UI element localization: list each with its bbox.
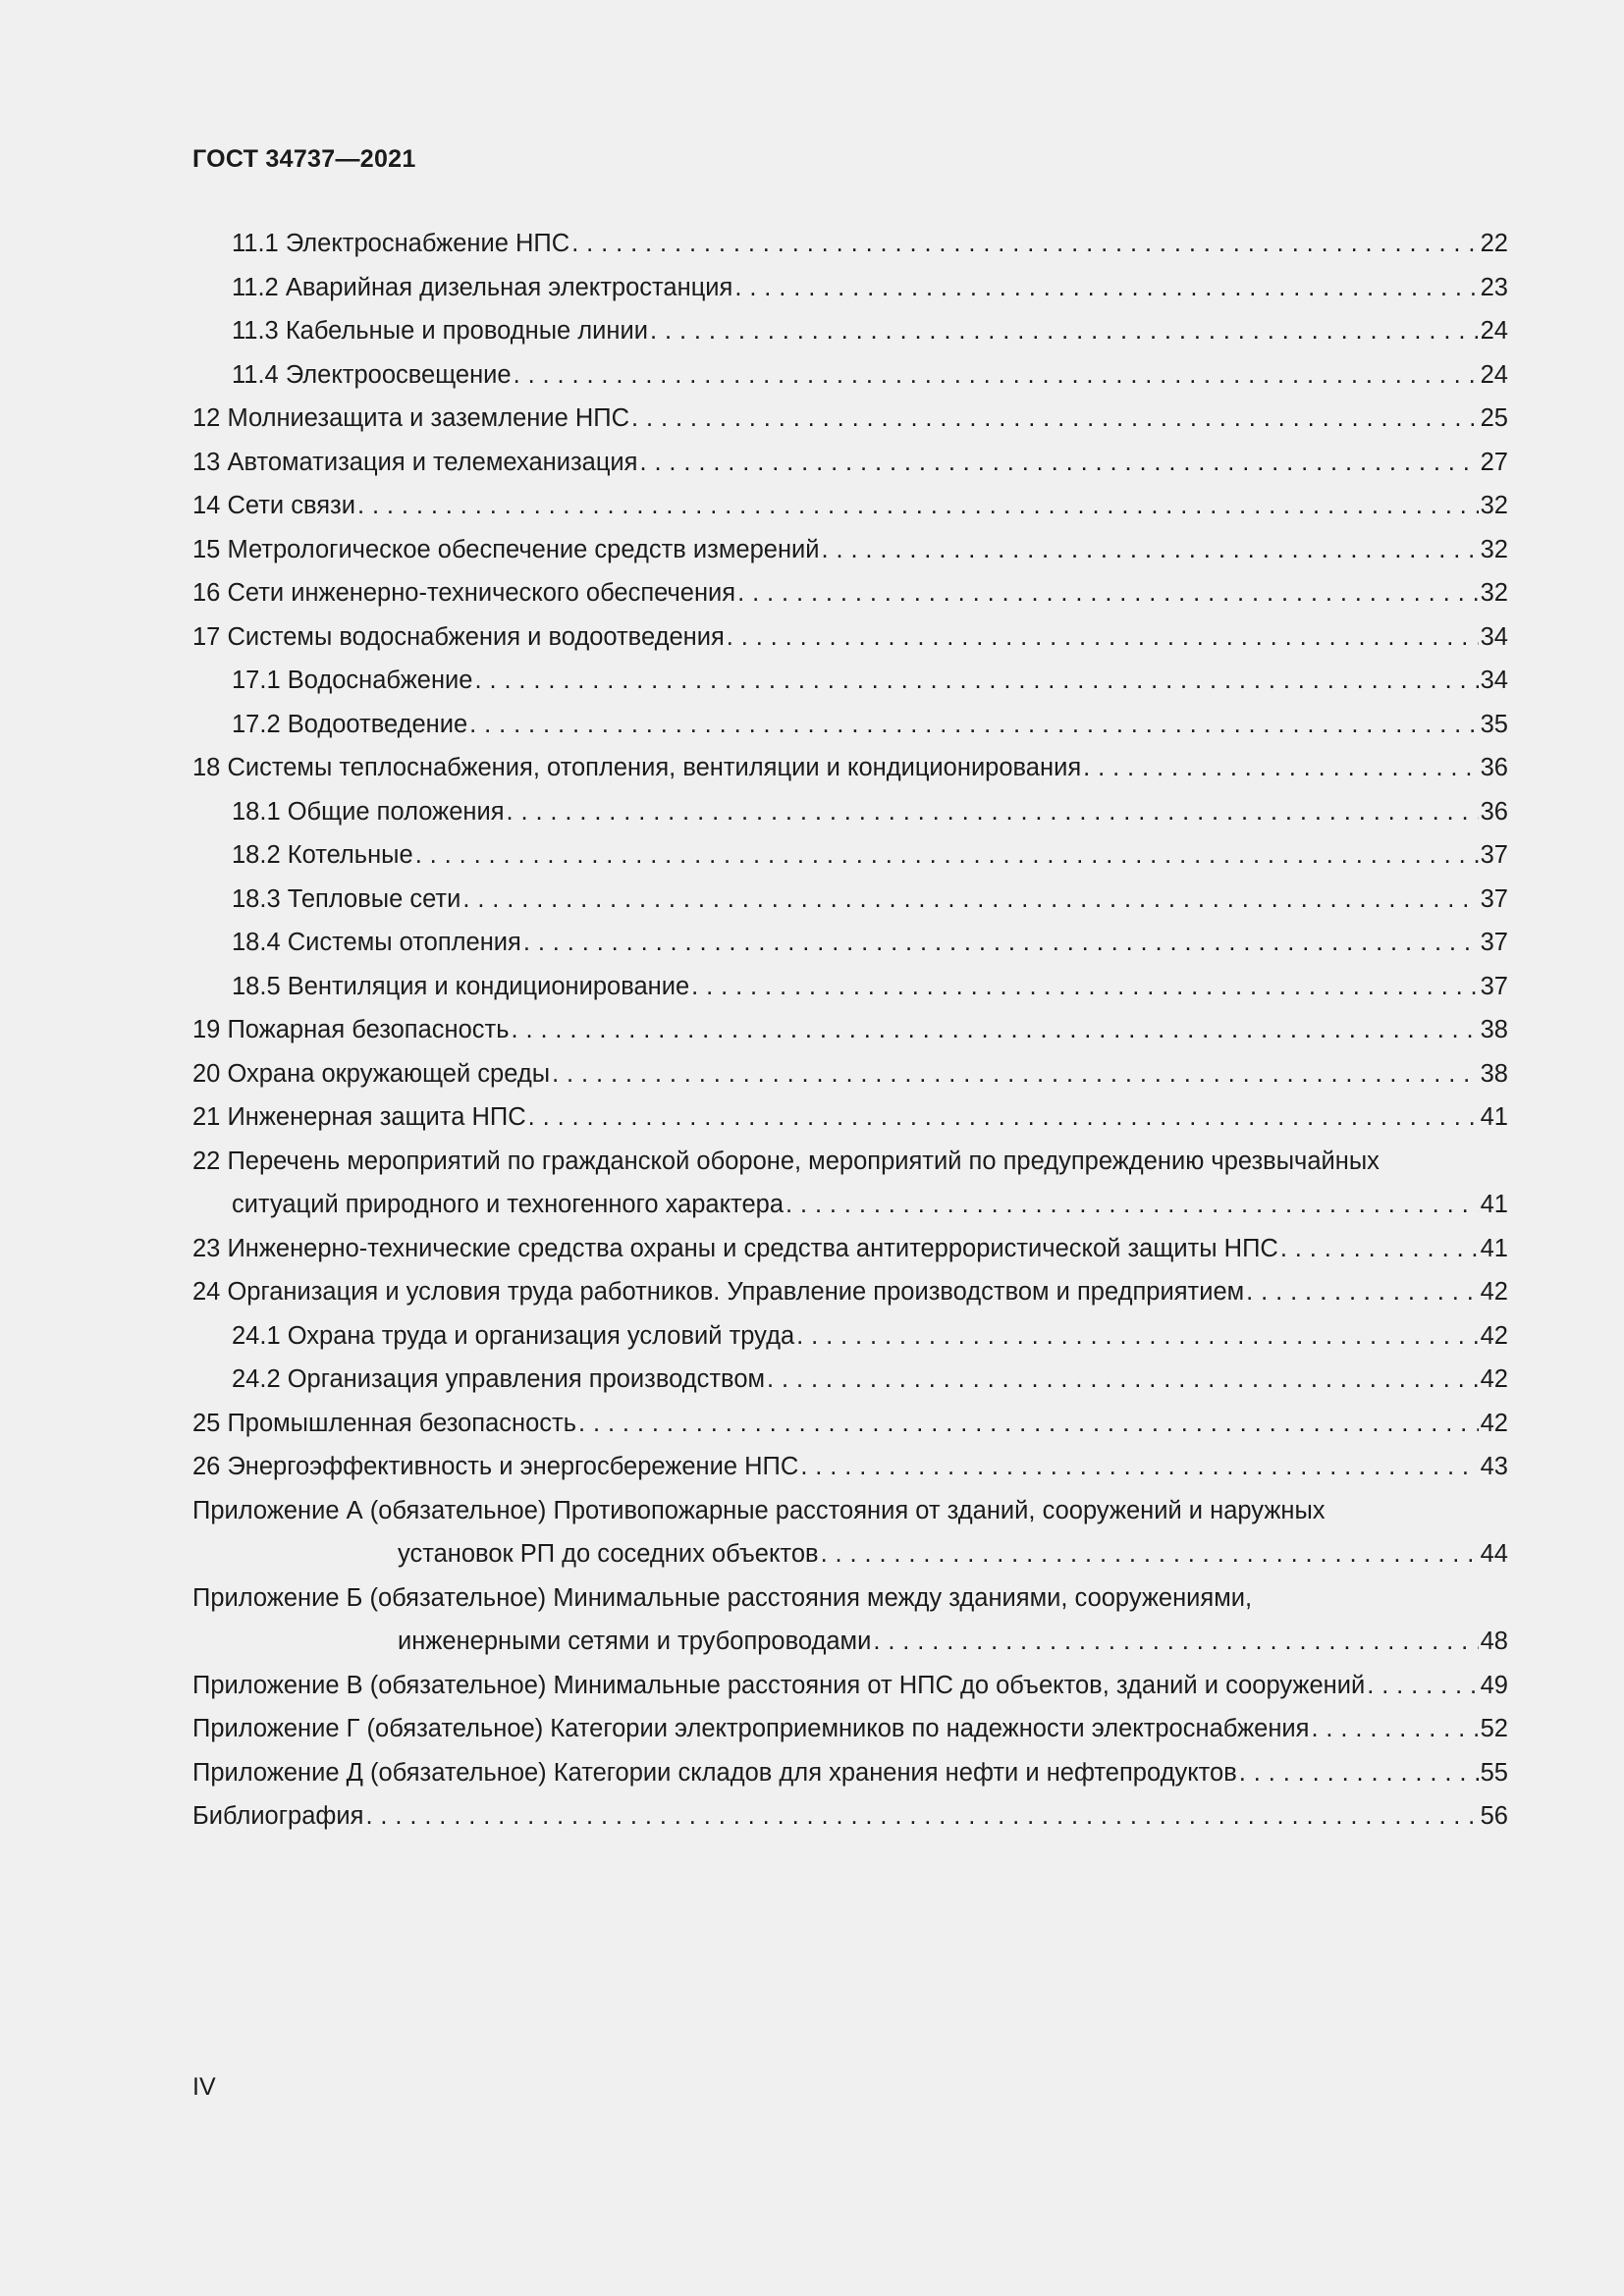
toc-entry-title: 16 Сети инженерно-технического обеспечения [192, 579, 736, 607]
dot-leader [873, 1620, 1478, 1664]
toc-page-number: 24 [1480, 317, 1508, 345]
toc-page-number: 38 [1480, 1059, 1508, 1088]
toc-entry[interactable] [192, 1314, 1508, 1359]
toc-entry-title: 21 Инженерная защита НПС [192, 1103, 526, 1131]
toc-page-number: 48 [1480, 1628, 1508, 1655]
dot-leader [800, 1445, 1478, 1489]
toc-entry-title: 26 Энергоэффективность и энергосбережение НПС [192, 1453, 799, 1480]
dot-leader [734, 266, 1478, 310]
document-header: ГОСТ 34737—2021 [192, 145, 416, 173]
toc-entry[interactable] [192, 222, 1508, 266]
dot-leader [528, 1095, 1479, 1140]
toc-entry[interactable] [192, 528, 1508, 572]
toc-entry-title: 24 Организация и условия труда работников. Управление производством и предприятием [192, 1278, 1245, 1306]
page-number: IV [192, 2073, 216, 2101]
toc-entry[interactable] [192, 266, 1508, 310]
dot-leader [469, 703, 1478, 747]
toc-entry[interactable] [192, 659, 1508, 703]
toc-entry-title: 18.1 Общие положения [232, 797, 505, 826]
toc-page-number: 27 [1480, 448, 1508, 476]
toc-entry[interactable] [192, 878, 1508, 922]
dot-leader [1311, 1707, 1478, 1751]
toc-page-number: 49 [1480, 1671, 1508, 1699]
toc-entry-title: 17.1 Водоснабжение [232, 667, 473, 694]
dot-leader [1239, 1751, 1479, 1795]
toc-entry[interactable] [192, 1095, 1508, 1140]
toc-entry-title: 19 Пожарная безопасность [192, 1016, 510, 1043]
toc-entry-title: 17.2 Водоотведение [232, 710, 468, 738]
toc-entry-title: 18 Системы теплоснабжения, отопления, вентиляции и кондиционирования [192, 754, 1082, 781]
toc-entry[interactable] [192, 965, 1508, 1009]
dot-leader [1246, 1270, 1478, 1314]
toc-entry-title: 18.2 Котельные [232, 841, 413, 869]
toc-page-number: 32 [1480, 535, 1508, 563]
toc-entry-title: установок РП до соседних объектов [398, 1540, 819, 1568]
dot-leader [737, 571, 1479, 615]
dot-leader [1083, 746, 1478, 790]
dot-leader [571, 222, 1478, 266]
toc-entry[interactable] [192, 746, 1508, 790]
toc-entry-title: ситуаций природного и техногенного характера [232, 1191, 784, 1218]
toc-page-number: 56 [1480, 1802, 1508, 1830]
toc-entry-title: 11.2 Аварийная дизельная электростанция [232, 273, 733, 301]
toc-entry-title: 22 Перечень мероприятий по гражданской обороне, мероприятий по предупреждению чрезвычайных [192, 1147, 1380, 1175]
toc-entry[interactable] [192, 703, 1508, 747]
toc-entry-title: 18.4 Системы отопления [232, 929, 521, 956]
toc-entry[interactable] [192, 1227, 1508, 1271]
toc-page-number: 37 [1480, 884, 1508, 913]
toc-entry[interactable] [192, 1358, 1508, 1402]
toc-entry-title: Приложение Б (обязательное) Минимальные расстояния между зданиями, сооружениями, [192, 1583, 1253, 1612]
toc-entry[interactable] [192, 1489, 1508, 1576]
toc-entry[interactable] [192, 441, 1508, 485]
dot-leader [796, 1314, 1478, 1359]
toc-entry[interactable] [192, 571, 1508, 615]
toc-entry[interactable] [192, 921, 1508, 965]
toc-entry-title: Приложение Д (обязательное) Категории складов для хранения нефти и нефтепродуктов [192, 1758, 1237, 1787]
toc-entry[interactable] [192, 484, 1508, 528]
toc-entry-title: Приложение А (обязательное) Противопожарные расстояния от зданий, сооружений и наружных [192, 1496, 1326, 1524]
dot-leader [512, 1008, 1479, 1052]
toc-entry-title: Библиография [192, 1802, 364, 1830]
toc-entry[interactable] [192, 1751, 1508, 1795]
toc-entry[interactable] [192, 1794, 1508, 1839]
toc-entry[interactable] [192, 1707, 1508, 1751]
toc-entry[interactable] [192, 1576, 1508, 1664]
toc-entry[interactable] [192, 1445, 1508, 1489]
toc-page-number: 44 [1480, 1540, 1508, 1568]
toc-entry-title: 12 Молниезащита и заземление НПС [192, 404, 630, 432]
toc-page-number: 37 [1480, 972, 1508, 1000]
toc-entry[interactable] [192, 1052, 1508, 1096]
dot-leader [365, 1794, 1478, 1839]
toc-entry[interactable] [192, 309, 1508, 353]
toc-entry[interactable] [192, 1140, 1508, 1227]
dot-leader [767, 1358, 1479, 1402]
dot-leader [650, 309, 1479, 353]
toc-entry[interactable] [192, 615, 1508, 660]
toc-entry-title: 13 Автоматизация и телемеханизация [192, 448, 638, 476]
dot-leader [727, 615, 1479, 660]
dot-leader [523, 921, 1479, 965]
toc-entry-title: Приложение В (обязательное) Минимальные расстояния от НПС до объектов, зданий и сооружений [192, 1671, 1366, 1699]
toc-entry-title: 24.1 Охрана труда и организация условий труда [232, 1321, 795, 1350]
dot-leader [578, 1402, 1479, 1446]
toc-page-number: 23 [1480, 273, 1508, 301]
toc-entry-title: 20 Охрана окружающей среды [192, 1059, 551, 1088]
toc-page-number: 42 [1480, 1365, 1508, 1393]
toc-entry-title: 17 Системы водоснабжения и водоотведения [192, 622, 725, 651]
table-of-contents [192, 222, 1508, 1839]
dot-leader [691, 965, 1478, 1009]
toc-page-number: 34 [1480, 667, 1508, 694]
toc-entry[interactable] [192, 353, 1508, 398]
dot-leader [462, 878, 1478, 922]
toc-page-number: 55 [1480, 1758, 1508, 1787]
toc-page-number: 37 [1480, 841, 1508, 869]
dot-leader [475, 659, 1479, 703]
toc-entry[interactable] [192, 1664, 1508, 1708]
toc-page-number: 41 [1480, 1191, 1508, 1218]
dot-leader [357, 484, 1479, 528]
toc-entry-title: 24.2 Организация управления производством [232, 1365, 766, 1393]
toc-page-number: 38 [1480, 1016, 1508, 1043]
toc-entry-title: 23 Инженерно-технические средства охраны и средства антитеррористической защиты НПС [192, 1234, 1278, 1262]
dot-leader [415, 833, 1479, 878]
toc-entry-title: 11.1 Электроснабжение НПС [232, 230, 570, 257]
toc-page-number: 34 [1480, 622, 1508, 651]
toc-page-number: 32 [1480, 579, 1508, 607]
dot-leader [507, 790, 1479, 834]
toc-page-number: 42 [1480, 1409, 1508, 1437]
toc-entry-title: 15 Метрологическое обеспечение средств измерений [192, 535, 820, 563]
toc-entry[interactable] [192, 833, 1508, 878]
toc-page-number: 43 [1480, 1453, 1508, 1480]
toc-entry-title: Приложение Г (обязательное) Категории электроприемников по надежности электроснабжения [192, 1715, 1310, 1742]
toc-page-number: 36 [1480, 797, 1508, 826]
dot-leader [785, 1183, 1479, 1227]
toc-page-number: 42 [1480, 1278, 1508, 1306]
toc-entry-title: 18.5 Вентиляция и кондиционирование [232, 972, 690, 1000]
toc-entry[interactable] [192, 1402, 1508, 1446]
toc-page-number: 52 [1480, 1715, 1508, 1742]
toc-page-number: 41 [1480, 1103, 1508, 1131]
toc-entry-title: 18.3 Тепловые сети [232, 884, 461, 913]
toc-entry-title: 11.3 Кабельные и проводные линии [232, 317, 648, 345]
toc-entry[interactable] [192, 1008, 1508, 1052]
dot-leader [1280, 1227, 1479, 1271]
toc-page-number: 25 [1480, 404, 1508, 432]
toc-page-number: 24 [1480, 360, 1508, 389]
toc-entry-title: 14 Сети связи [192, 492, 355, 519]
toc-entry[interactable] [192, 790, 1508, 834]
toc-page-number: 41 [1480, 1234, 1508, 1262]
toc-page-number: 35 [1480, 710, 1508, 738]
dot-leader [822, 528, 1479, 572]
toc-page-number: 36 [1480, 754, 1508, 781]
toc-page-number: 37 [1480, 929, 1508, 956]
toc-entry[interactable] [192, 397, 1508, 441]
dot-leader [1367, 1664, 1478, 1708]
dot-leader [639, 441, 1478, 485]
toc-page-number: 32 [1480, 492, 1508, 519]
dot-leader [552, 1052, 1479, 1096]
dot-leader [631, 397, 1479, 441]
toc-entry-title: инженерными сетями и трубопроводами [398, 1628, 872, 1655]
toc-entry[interactable] [192, 1270, 1508, 1314]
toc-entry-title: 25 Промышленная безопасность [192, 1409, 577, 1437]
toc-entry-title: 11.4 Электроосвещение [232, 360, 512, 389]
toc-page-number: 22 [1480, 230, 1508, 257]
dot-leader [514, 353, 1479, 398]
toc-page-number: 42 [1480, 1321, 1508, 1350]
dot-leader [821, 1532, 1479, 1576]
